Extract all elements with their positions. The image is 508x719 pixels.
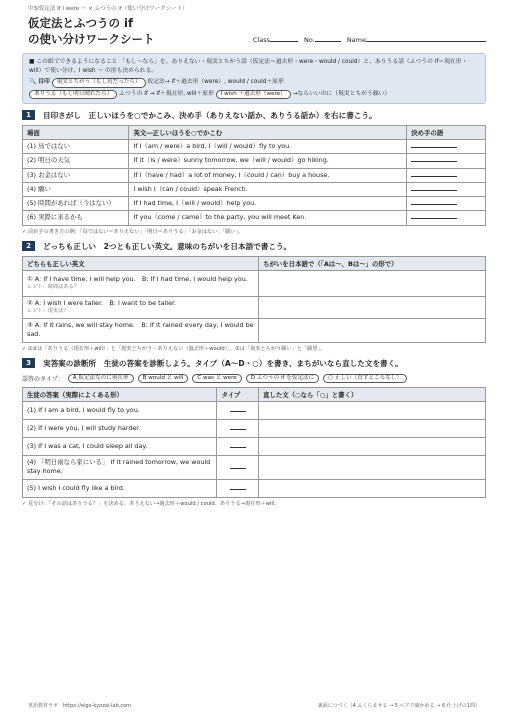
intro-box xyxy=(22,53,486,104)
table-row xyxy=(23,197,486,211)
sentence-cell[interactable]: If it（is / were）sunny tomorrow, we（will / would）go hiking. xyxy=(129,154,407,168)
student-answer-cell: (3) If I was a cat, I could sleep all day. xyxy=(23,437,217,455)
error-types xyxy=(22,374,486,383)
fixed-cell[interactable] xyxy=(259,419,486,437)
fixed-cell[interactable] xyxy=(259,401,486,419)
breadcrumb: 中3/仮定法 If I were ～ × ふつうの if（使い分けワークシート） xyxy=(28,6,188,12)
answer-cell[interactable] xyxy=(407,197,486,211)
tag-unreal-desc: 仮定法→ if＋過去形（were）, would / could＋原形 xyxy=(147,79,284,86)
answer-cell[interactable] xyxy=(259,270,486,296)
section-3-table xyxy=(22,387,486,498)
answer-cell[interactable] xyxy=(259,296,486,318)
table-row xyxy=(23,401,486,419)
mark-label: 🔍 目印 xyxy=(29,79,50,86)
footer-site: 英語教材ラボ https://eigo-kyozai-lab.com xyxy=(28,703,132,709)
student-answer-cell: (4) 「明日雨なら家にいる」 If it rained tomorrow, we would stay home. xyxy=(23,455,217,479)
s3-header-type: タイプ xyxy=(217,387,259,401)
section-1-note: ✓ 決め手の書き方の例：「鳥ではない＝ありえない」「明日＝ありうる」「お金はない」「願い」。 xyxy=(22,228,244,235)
answer-cell[interactable] xyxy=(407,211,486,225)
tag-wish-desc: →ならいいのに（現実とちがう願い） xyxy=(292,90,391,97)
sentence-cell[interactable]: If I had time, I（will / would）help you. xyxy=(129,197,407,211)
type-cell[interactable] xyxy=(217,437,259,455)
section-2-note: ✓ ①②は「ありうる（現在形＋will）」と「現実とちがう・ありえない（過去形＋would）」、②は「現実とちがう願い」と「願望」。 xyxy=(22,345,326,352)
fixed-cell[interactable] xyxy=(259,437,486,455)
answer-cell[interactable] xyxy=(407,139,486,153)
table-row xyxy=(23,419,486,437)
tag-real: ありうる（もし明日晴れたら） xyxy=(29,90,117,99)
type-c-tag: C was と were xyxy=(192,374,241,383)
no-field[interactable]: No. xyxy=(304,36,341,44)
section-2-title: どっちも正しい 2つとも正しい英文。意味のちがいを日本語で書こう。 xyxy=(43,241,292,251)
answer-cell[interactable] xyxy=(407,154,486,168)
footer xyxy=(28,702,480,709)
section-3-note: ✓ 見分け：「その話はありうる？」を決める。ありえない→過去形＋would / could、ありうる→現在形＋will。 xyxy=(22,500,280,507)
title-line-1: 仮定法とふつうの if xyxy=(28,16,133,31)
type-b-tag: B would と will xyxy=(138,374,189,383)
section-3-title: 実答案の診断所 生徒の答案を診断しよう。タイプ（A～D・○）を書き、まちがいなら直した文を書く。 xyxy=(43,358,403,368)
section-3-number: 3 xyxy=(22,358,35,368)
scene-cell: (4) 願い xyxy=(23,182,129,196)
fixed-cell[interactable] xyxy=(259,455,486,479)
tag-wish: I wish ＋過去形（were） xyxy=(216,90,291,99)
sentence-cell[interactable]: If I（have / had）a lot of money, I（could / can）buy a house. xyxy=(129,168,407,182)
s3-header-answer: 生徒の答案（実際によくある形） xyxy=(23,387,217,401)
section-2-table xyxy=(22,256,486,343)
student-answer-cell: (5) I wish I could fly like a bird. xyxy=(23,479,217,497)
s1-header-key: 決め手の語 xyxy=(407,125,486,139)
type-d-tag: D ふつうの if を仮定法に xyxy=(246,374,320,383)
footer-continue: 裏面につづく（4 ふくらませる → 5 ペアで確かめる → 6 仕上げの1問） xyxy=(317,703,480,709)
s3-header-fixed: 直した文（○なら「○」と書く） xyxy=(259,387,486,401)
scene-cell: (3) お金はない xyxy=(23,168,129,182)
intro-text: ■ この紙でできるようになること 「もし～なら」を、ありえない・現実とちがう話（仮定法＝過去形・were・would / could）と、ありうる話（ふつうの if＝現在形・will）で使い分け、I wish ～ の形も決められる。 xyxy=(29,59,468,75)
scene-cell: (2) 明日の天気 xyxy=(23,154,129,168)
answer-cell[interactable] xyxy=(259,318,486,342)
table-row xyxy=(23,139,486,153)
scene-cell: (6) 実際に来るかも xyxy=(23,211,129,225)
table-row xyxy=(23,211,486,225)
s1-header-scene: 場面 xyxy=(23,125,129,139)
section-1-heading xyxy=(22,110,486,121)
section-3-heading xyxy=(22,358,486,369)
sentence-cell[interactable]: If you（come / came）to the party, you will meet Ken. xyxy=(129,211,407,225)
table-row xyxy=(23,168,486,182)
table-row xyxy=(23,455,486,479)
table-row xyxy=(23,437,486,455)
student-answer-cell: (2) If I were you, I will study harder. xyxy=(23,419,217,437)
type-a-tag: A 仮定法なのに現在形 xyxy=(68,374,134,383)
answer-cell[interactable] xyxy=(407,168,486,182)
hint-text: ヒント：時間はある？ xyxy=(27,284,79,291)
sentence-cell[interactable]: I wish I（can / could）speak French. xyxy=(129,182,407,196)
hint-text: ヒント：現実は？ xyxy=(27,308,69,315)
table-row xyxy=(23,182,486,196)
type-cell[interactable] xyxy=(217,401,259,419)
table-row xyxy=(23,296,486,318)
table-row xyxy=(23,154,486,168)
section-1-title: 目印さがし 正しいほうを○でかこみ、決め手（ありえない話か、ありうる話か）を右に書こう。 xyxy=(43,110,377,120)
title-row xyxy=(28,16,486,47)
type-cell[interactable] xyxy=(217,455,259,479)
fixed-cell[interactable] xyxy=(259,479,486,497)
type-ok-tag: ○ 正しい（直すところなし） xyxy=(323,374,407,383)
tag-real-desc: ふつうの if → if＋現在形, will＋原形 xyxy=(119,90,214,97)
title-line-2: の使い分けワークシート xyxy=(28,31,155,46)
answer-cell[interactable] xyxy=(407,182,486,196)
table-row xyxy=(23,270,486,296)
table-row xyxy=(23,479,486,497)
student-fields xyxy=(253,36,486,47)
scene-cell: (1) 鳥ではない xyxy=(23,139,129,153)
class-field[interactable]: Class xyxy=(253,36,298,44)
s2-header-sentences: どちらも正しい英文 xyxy=(23,256,259,270)
s1-header-sentence: 英文―正しいほうを○でかこむ xyxy=(129,125,407,139)
student-answer-cell: (1) If I am a bird, I would fly to you. xyxy=(23,401,217,419)
page-title xyxy=(28,16,155,47)
pair-cell: ② A: I wish I were taller. B: I want to be taller. ヒント：現実は？ xyxy=(23,296,259,318)
tag-unreal: 現実とちがう（もし鳥だったら） xyxy=(52,78,146,87)
section-2-heading xyxy=(22,241,486,252)
name-field[interactable]: Name xyxy=(347,36,486,44)
s2-header-difference: ちがいを日本語で（「Aは～、Bは～」の形で） xyxy=(259,256,486,270)
types-label: 誤答のタイプ： xyxy=(22,375,64,383)
pair-cell: ③ A: If it rains, we will stay home. B: If it rained every day, I would be sad. xyxy=(23,318,259,342)
type-cell[interactable] xyxy=(217,479,259,497)
section-1-number: 1 xyxy=(22,110,35,120)
section-2-number: 2 xyxy=(22,241,35,251)
scene-cell: (5) 時間があれば（今はない） xyxy=(23,197,129,211)
section-1-table xyxy=(22,125,486,226)
sentence-cell[interactable]: If I（am / were）a bird, I（will / would）fly to you. xyxy=(129,139,407,153)
pair-cell: ① A: If I have time, I will help you. B: If I had time, I would help you. ヒント：時間はある？ xyxy=(23,270,259,296)
type-cell[interactable] xyxy=(217,419,259,437)
table-row xyxy=(23,318,486,342)
